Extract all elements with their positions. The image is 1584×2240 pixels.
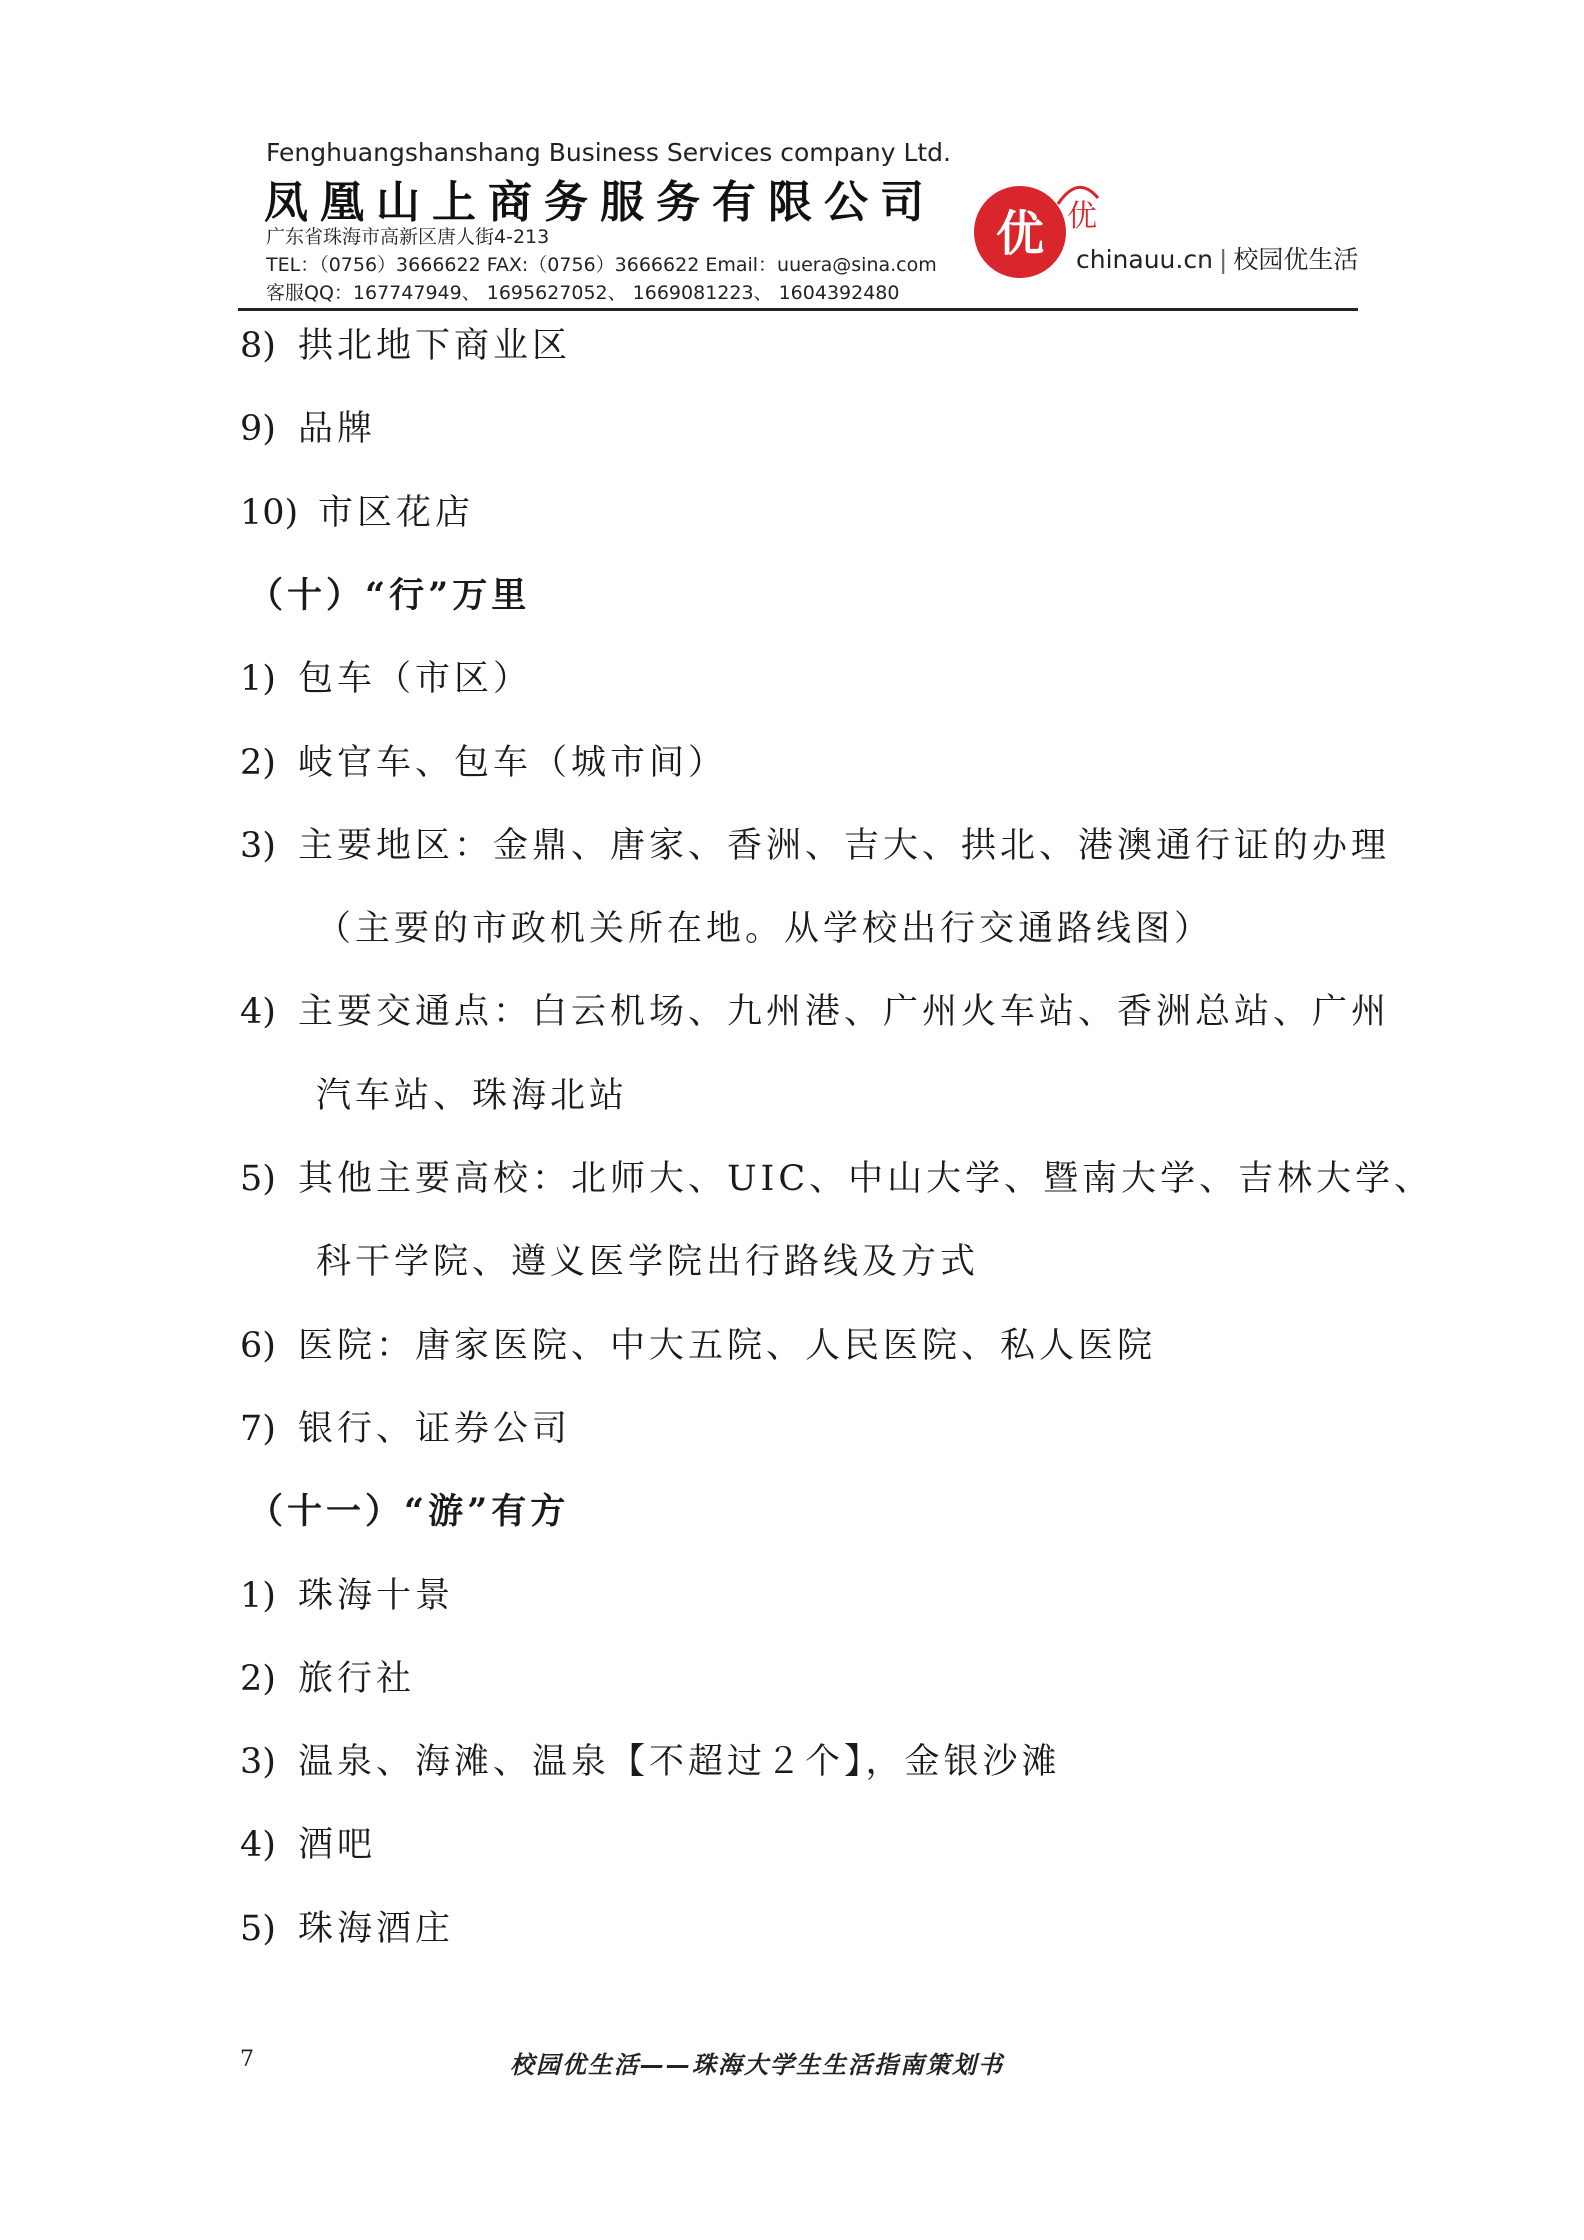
svg-text:优: 优 — [1067, 199, 1097, 234]
logo-slogan: 校园优生活 — [1233, 245, 1359, 274]
list-item-text: 岐官车、包车（城市间） — [298, 742, 728, 783]
letterhead — [238, 132, 1358, 311]
list-item — [240, 1651, 415, 1701]
list-item-text: 温泉、海滩、温泉【不超过２个】，金银沙滩 — [298, 1742, 1061, 1783]
footer-title: 校园优生活——珠海大学生生活指南策划书 — [510, 2051, 1004, 2079]
list-item-number: 1) — [240, 1575, 276, 1616]
page-number: 7 — [240, 2047, 254, 2072]
list-item — [240, 1401, 571, 1451]
list-item-text: 银行、证券公司 — [298, 1408, 572, 1449]
list-item-text: 品牌 — [298, 409, 377, 450]
list-item-number: 3) — [240, 1742, 276, 1783]
company-contact: TEL：（0756）3666622 FAX:（0756）3666622 Email：uuera@sina.com — [266, 254, 937, 276]
list-item-number: 4) — [240, 992, 276, 1033]
list-item — [240, 318, 571, 368]
list-item — [240, 1318, 1156, 1368]
company-qq: 客服QQ：167747949、 1695627052、 1669081223、 1604392480 — [266, 282, 900, 304]
list-item-text: 包车（市区） — [298, 659, 533, 700]
list-item-text: 酒吧 — [298, 1825, 377, 1866]
list-item-text: 珠海酒庄 — [298, 1908, 455, 1949]
list-item-number: 2) — [240, 742, 276, 783]
logo-separator: | — [1218, 245, 1228, 274]
list-item-continuation: 汽车站、珠海北站 — [316, 1075, 629, 1116]
section-heading: （十一）“游”有方 — [248, 1491, 570, 1533]
list-item-number: 6) — [240, 1325, 276, 1366]
company-name-chinese: 凤凰山上商务服务有限公司 — [264, 177, 936, 228]
list-item — [240, 1734, 1061, 1784]
list-item — [240, 735, 727, 785]
list-item-continuation: 科干学院、遵义医学院出行路线及方式 — [316, 1242, 980, 1283]
list-item-text: 主要交通点：白云机场、九州港、广州火车站、香洲总站、广州 — [298, 992, 1391, 1033]
svg-text:优: 优 — [995, 206, 1045, 262]
list-item-continuation: （主要的市政机关所在地。从学校出行交通路线图） — [316, 909, 1214, 950]
list-item — [240, 485, 474, 535]
list-item-text: 旅行社 — [298, 1658, 416, 1699]
list-item-text: 拱北地下商业区 — [298, 326, 572, 366]
list-item-number: 8) — [240, 326, 276, 366]
list-item — [240, 1901, 454, 1951]
list-item — [240, 818, 1390, 868]
logo-domain: chinauu.cn — [1076, 245, 1213, 274]
list-item-number: 3) — [240, 825, 276, 866]
list-item-text: 主要地区：金鼎、唐家、香洲、吉大、拱北、港澳通行证的办理 — [298, 825, 1391, 866]
logo-wordmark — [1076, 240, 1358, 276]
list-item-number: 1) — [240, 659, 276, 700]
list-item-number: 10) — [240, 492, 299, 533]
list-item — [240, 1568, 454, 1618]
list-item — [240, 984, 1390, 1034]
list-item-text: 其他主要高校：北师大、UIC、中山大学、暨南大学、吉林大学、 — [298, 1159, 1434, 1199]
list-item-number: 2) — [240, 1658, 276, 1699]
list-item-text: 珠海十景 — [298, 1575, 455, 1616]
list-item-text: 市区花店 — [318, 492, 475, 533]
list-item-number: 9) — [240, 409, 276, 450]
list-item — [240, 651, 532, 701]
section-heading: （十）“行”万里 — [248, 574, 531, 616]
list-item-number: 7) — [240, 1408, 276, 1449]
list-item — [240, 1151, 1433, 1201]
company-address: 广东省珠海市高新区唐人街4-213 — [266, 226, 550, 248]
list-item-number: 5) — [240, 1159, 276, 1199]
list-item — [240, 401, 376, 451]
list-item — [240, 1817, 376, 1867]
list-item-text: 医院：唐家医院、中大五院、人民医院、私人医院 — [298, 1325, 1157, 1366]
company-name-english: Fenghuangshanshang Business Services company Ltd. — [266, 138, 951, 167]
list-item-number: 4) — [240, 1825, 276, 1866]
list-item-number: 5) — [240, 1908, 276, 1949]
